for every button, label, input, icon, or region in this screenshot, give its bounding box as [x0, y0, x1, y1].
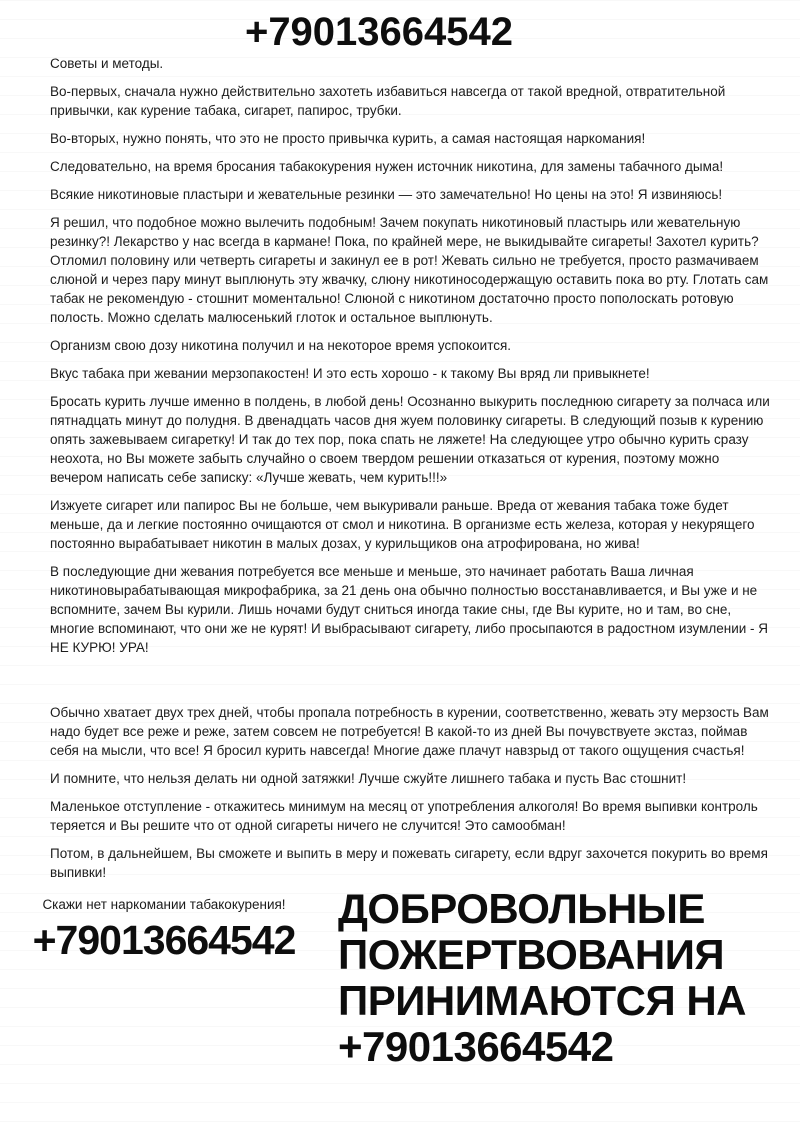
footer-left-block [30, 886, 298, 964]
paragraph: Всякие никотиновые пластыри и жевательные резинки — это замечательно! Но цены на это! Я извиняюсь! [50, 187, 723, 202]
paragraph: Вкус табака при жевании мерзопакостен! И это есть хорошо - к такому Вы вряд ли привыкнете! [50, 366, 650, 381]
donation-line: ДОБРОВОЛЬНЫЕ [338, 885, 705, 932]
paragraph: Обычно хватает двух трех дней, чтобы пропала потребность в курении, соответственно, жевать эту мерзость Вам надо будет все реже и реже, затем совсем не потребуется! В какой-то из дней Вы почувствуете экстаз, поймав себя на мысли, что все! Я бросил курить навсегда! Многие даже плачут навзрыд от такого ощущения счастья! [50, 705, 769, 758]
header-phone-number: +79013664542 [244, 10, 514, 54]
donation-phone-number: +79013664542 [338, 1023, 614, 1070]
paragraph: Бросать курить лучше именно в полдень, в любой день! Осознанно выкурить последнюю сигарету за полчаса или пятнадцать минут до полудня. В двенадцать часов дня жуем половинку сигареты. В следующий позыв к курению опять зажевываем сигаретку! И так до тех пор, пока спать не ляжете! На следующее утро обычно курить сразу неохота, но Вы можете забыть случайно о своем твердом решении отказаться от курения, поэтому можно вечером написать себе записку: «Лучше жевать, чем курить!!!» [50, 394, 770, 485]
paragraph: Организм свою дозу никотина получил и на некоторое время успокоится. [50, 338, 512, 353]
footer-phone-number: +79013664542 [32, 917, 296, 963]
paragraph: Во-вторых, нужно понять, что это не просто привычка курить, а самая настоящая наркомания! [50, 131, 646, 146]
paragraph: Маленькое отступление - откажитесь минимум на месяц от употребления алкоголя! Во время выпивки контроль теряется и Вы решите что от одной сигареты ничего не случится! Это самообман! [50, 799, 758, 833]
donation-block [338, 886, 746, 1070]
donation-line: ПОЖЕРТВОВАНИЯ [338, 931, 725, 978]
paragraph: И помните, что нельзя делать ни одной затяжки! Лучше сжуйте лишнего табака и пусть Вас стошнит! [50, 771, 687, 786]
footer-slogan: Скажи нет наркомании табакокурения! [42, 897, 286, 912]
paragraph: Потом, в дальнейшем, Вы сможете и выпить в меру и пожевать сигарету, если вдруг захочется покурить во время выпивки! [50, 846, 768, 880]
donation-line: ПРИНИМАЮТСЯ НА [338, 977, 746, 1024]
paragraph: В последующие дни жевания потребуется все меньше и меньше, это начинает работать Ваша личная никотиновырабатывающая микрофабрика, за 21 день она обычно полностью восстанавливается, и Вы уже и не вспомните, зачем Вы курили. Лишь ночами будут сниться иногда такие сны, где Вы курите, но и там, во сне, многие вспоминают, что они же не курят! И выбрасывают сигарету, либо просыпаются в радостном изумлении - Я НЕ КУРЮ! УРА! [50, 564, 769, 655]
footer [32, 885, 770, 1070]
paragraph: Во-первых, сначала нужно действительно захотеть избавиться навсегда от такой вредной, отвратительной привычки, как курение табака, сигарет, папирос, трубки. [50, 84, 726, 118]
paragraph: Изжуете сигарет или папирос Вы не больше, чем выкуривали раньше. Вреда от жевания табака тоже будет меньше, да и легкие постоянно очищаются от смол и никотина. В организме есть железа, которая у некурящего постоянно вырабатывает никотин в малых дозах, у курильщиков она атрофирована, но жива! [50, 498, 755, 551]
paragraph: Следовательно, на время бросания табакокурения нужен источник никотина, для замены табачного дыма! [50, 159, 724, 174]
paragraph: Я решил, что подобное можно вылечить подобным! Зачем покупать никотиновый пластырь или жевательную резинку?! Лекарство у нас всегда в кармане! Пока, по крайней мере, не выкидывайте сигареты! Захотел курить? Отломил половину или четверть сигареты и закинул ее в рот! Жевать сильно не требуется, просто размачиваем слюной и через пару минут выплюнуть эту жвачку, слюну никотиносодержащую оставить пока во рту. Глотать сам табак не рекомендую - стошнит моментально! Слюной с никотином достаточно просто пополоскать ротовую полость. Можно сделать малюсенький глоток и остальное выплюнуть. [50, 215, 769, 325]
intro-line: Советы и методы. [50, 56, 164, 71]
